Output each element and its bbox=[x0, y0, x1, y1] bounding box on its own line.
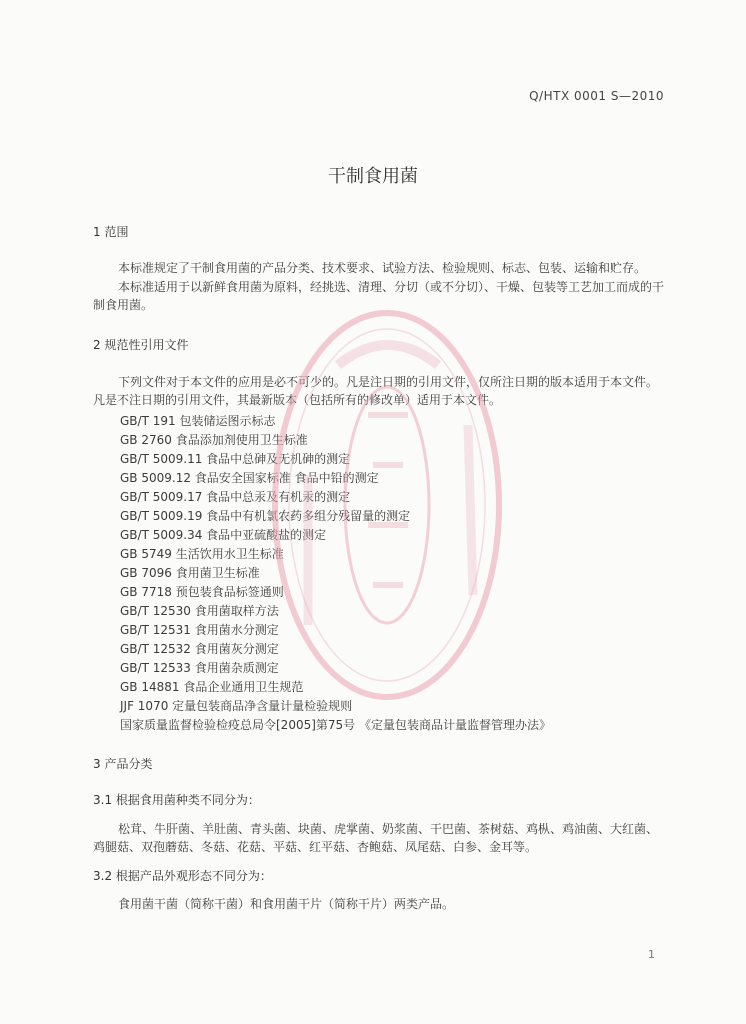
reference-item: GB 5009.12 食品安全国家标准 食品中铅的测定 bbox=[120, 471, 379, 485]
section-1-heading: 1 范围 bbox=[93, 225, 129, 239]
section-2-heading: 2 规范性引用文件 bbox=[93, 338, 189, 352]
reference-item: GB/T 12531 食用菌水分测定 bbox=[120, 623, 279, 637]
reference-item: GB/T 12533 食用菌杂质测定 bbox=[120, 661, 279, 675]
section-3-1-heading: 3.1 根据食用菌种类不同分为： bbox=[93, 793, 260, 807]
page-number: 1 bbox=[648, 948, 655, 961]
reference-item: GB/T 12532 食用菌灰分测定 bbox=[120, 642, 279, 656]
reference-item: GB/T 12530 食用菌取样方法 bbox=[120, 604, 279, 618]
reference-item: GB 2760 食品添加剂使用卫生标准 bbox=[120, 433, 308, 447]
reference-item: GB 14881 食品企业通用卫生规范 bbox=[120, 680, 304, 694]
reference-item: GB/T 5009.34 食品中亚硫酸盐的测定 bbox=[120, 528, 327, 542]
reference-item: GB/T 5009.19 食品中有机氯农药多组分残留量的测定 bbox=[120, 509, 411, 523]
section-3-1-text: 松茸、牛肝菌、羊肚菌、青头菌、块菌、虎掌菌、奶浆菌、干巴菌、茶树菇、鸡枞、鸡油菌、大红菌、鸡腿菇、双孢蘑菇、冬菇、花菇、平菇、红平菇、杏鲍菇、凤尾菇、白参、金耳等。 bbox=[93, 822, 659, 854]
reference-item: 国家质量监督检验检疫总局令[2005]第75号 《定量包装商品计量监督管理办法》 bbox=[120, 718, 551, 732]
reference-item: GB 7096 食用菌卫生标准 bbox=[120, 566, 260, 580]
section-3-2-heading: 3.2 根据产品外观形态不同分为： bbox=[93, 869, 272, 883]
section-1-paragraph-1: 本标准规定了干制食用菌的产品分类、技术要求、试验方法、检验规则、标志、包装、运输和贮存。 bbox=[118, 261, 647, 275]
reference-item: JJF 1070 定量包装商品净含量计量检验规则 bbox=[120, 699, 353, 713]
reference-item: GB/T 5009.11 食品中总砷及无机砷的测定 bbox=[120, 452, 351, 466]
reference-item: GB/T 5009.17 食品中总汞及有机汞的测定 bbox=[120, 490, 351, 504]
section-3-2-text: 食用菌干菌（简称干菌）和食用菌干片（简称干片）两类产品。 bbox=[118, 897, 455, 911]
official-seal-stamp bbox=[268, 305, 506, 705]
reference-item: GB 7718 预包装食品标签通则 bbox=[120, 585, 284, 599]
section-1-paragraph-2: 本标准适用于以新鲜食用菌为原料，经挑选、清理、分切（或不分切）、干燥、包装等工艺加工而成的干制食用菌。 bbox=[93, 280, 665, 312]
reference-item: GB 5749 生活饮用水卫生标准 bbox=[120, 547, 284, 561]
reference-item: GB/T 191 包装储运图示标志 bbox=[120, 414, 276, 428]
document-title: 干制食用菌 bbox=[328, 166, 418, 187]
section-3-heading: 3 产品分类 bbox=[93, 757, 153, 771]
section-2-intro: 下列文件对于本文件的应用是必不可少的。凡是注日期的引用文件，仅所注日期的版本适用于本文件。凡是不注日期的引用文件，其最新版本（包括所有的修改单）适用于本文件。 bbox=[93, 375, 659, 407]
document-number: Q/HTX 0001 S—2010 bbox=[529, 89, 664, 103]
